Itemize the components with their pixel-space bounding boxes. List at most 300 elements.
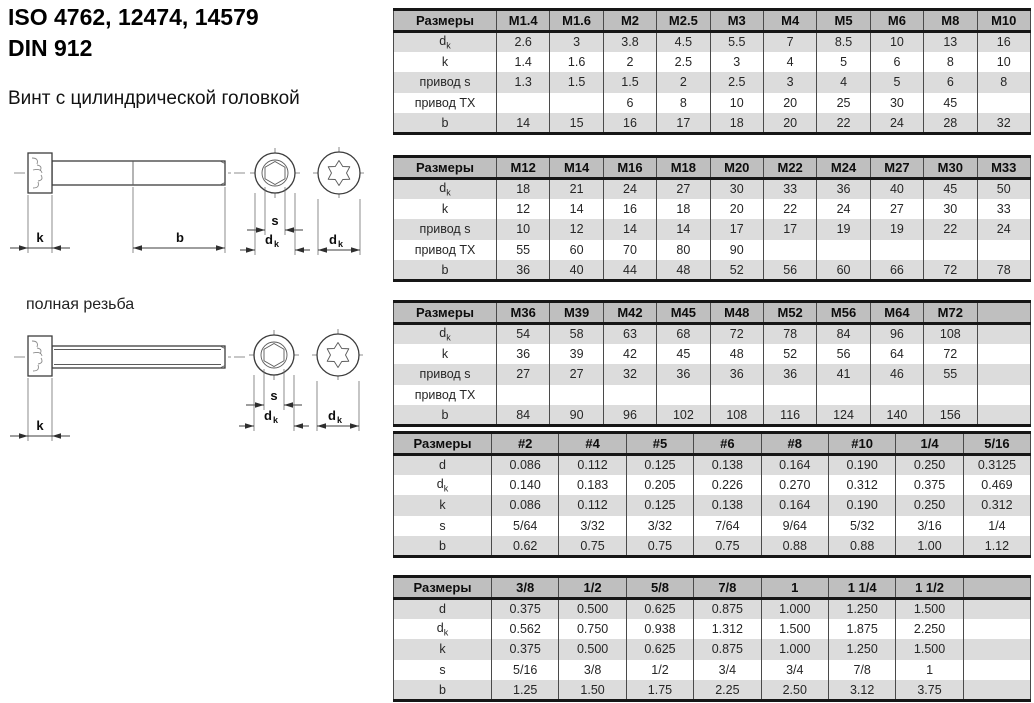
- subtitle: Винт с цилиндрической головкой: [8, 88, 300, 109]
- table-cell: 1.500: [896, 639, 963, 659]
- table-cell: 1.00: [896, 536, 963, 556]
- column-header: #8: [761, 433, 828, 455]
- column-header: M6: [870, 10, 923, 32]
- table-cell: 46: [870, 364, 923, 384]
- table-cell: 1.000: [761, 639, 828, 659]
- table-cell: 33: [977, 199, 1030, 219]
- table-cell: [870, 240, 923, 260]
- table-cell: 4: [817, 72, 870, 92]
- table-cell: 0.125: [626, 495, 693, 515]
- table-cell: 0.138: [694, 495, 761, 515]
- table-cell: 7: [763, 32, 816, 52]
- table-cell: 0.190: [828, 495, 895, 515]
- table-cell: 40: [550, 260, 603, 280]
- row-label: b: [394, 113, 497, 133]
- table-cell: 4.5: [657, 32, 710, 52]
- table-cell: 3.8: [603, 32, 656, 52]
- table-cell: [963, 660, 1030, 680]
- table-cell: 156: [924, 405, 977, 425]
- screw-drawing-partial-thread: [0, 143, 390, 263]
- column-header: M39: [550, 302, 603, 324]
- table-cell: 108: [710, 405, 763, 425]
- title-block: [8, 2, 259, 64]
- row-label: b: [394, 405, 497, 425]
- column-header: M20: [710, 157, 763, 179]
- table-cell: 2.6: [497, 32, 550, 52]
- column-header: M72: [924, 302, 977, 324]
- table-cell: 58: [550, 324, 603, 344]
- table-cell: 24: [603, 179, 656, 199]
- table-cell: 18: [657, 199, 710, 219]
- table-cell: [977, 344, 1030, 364]
- table-cell: 90: [550, 405, 603, 425]
- table-cell: 1.250: [828, 639, 895, 659]
- table-cell: [963, 680, 1030, 700]
- table-cell: 44: [603, 260, 656, 280]
- table-cell: 18: [710, 113, 763, 133]
- table-cell: [977, 385, 1030, 405]
- column-header: M2.5: [657, 10, 710, 32]
- table-cell: 0.086: [492, 495, 559, 515]
- table-cell: [817, 385, 870, 405]
- table-cell: [977, 324, 1030, 344]
- column-header: M48: [710, 302, 763, 324]
- table-cell: 3/16: [896, 516, 963, 536]
- full-thread-label: полная резьба: [26, 296, 135, 313]
- table-cell: 19: [817, 219, 870, 239]
- table-cell: [977, 364, 1030, 384]
- table-cell: 50: [977, 179, 1030, 199]
- row-label: $d_k$: [394, 179, 497, 199]
- table-cell: 17: [763, 219, 816, 239]
- dim-label-k: k: [36, 418, 44, 433]
- table-cell: 27: [497, 364, 550, 384]
- table-cell: 20: [763, 113, 816, 133]
- table-cell: 8.5: [817, 32, 870, 52]
- table-cell: 2.50: [761, 680, 828, 700]
- table-row: [394, 93, 1031, 113]
- column-header: M64: [870, 302, 923, 324]
- row-label: b: [394, 260, 497, 280]
- table-cell: [977, 93, 1030, 113]
- table-cell: 24: [977, 219, 1030, 239]
- table-cell: 36: [763, 364, 816, 384]
- table-cell: 2.25: [694, 680, 761, 700]
- table-cell: 0.205: [626, 475, 693, 495]
- table-cell: 78: [763, 324, 816, 344]
- table-row: [394, 385, 1031, 405]
- table-cell: 3/32: [559, 516, 626, 536]
- table-cell: [963, 639, 1030, 659]
- row-label: k: [394, 344, 497, 364]
- table-cell: 39: [550, 344, 603, 364]
- table-cell: 1.500: [761, 619, 828, 639]
- table-cell: 8: [657, 93, 710, 113]
- row-label: привод s: [394, 219, 497, 239]
- table-cell: 0.88: [761, 536, 828, 556]
- column-header: M10: [977, 10, 1030, 32]
- table-cell: 60: [550, 240, 603, 260]
- column-header: Размеры: [394, 10, 497, 32]
- table-cell: 17: [710, 219, 763, 239]
- dimensions-table-5: [393, 575, 1030, 702]
- table-row: [394, 405, 1031, 425]
- header-row: [394, 157, 1031, 179]
- table-cell: 12: [550, 219, 603, 239]
- table-cell: 0.88: [828, 536, 895, 556]
- column-header: M8: [924, 10, 977, 32]
- table-cell: 4: [763, 52, 816, 72]
- table-cell: 3: [710, 52, 763, 72]
- table-cell: [924, 240, 977, 260]
- table-cell: 0.226: [694, 475, 761, 495]
- column-header: M45: [657, 302, 710, 324]
- table-cell: 33: [763, 179, 816, 199]
- row-label: привод TX: [394, 385, 497, 405]
- table-cell: 5.5: [710, 32, 763, 52]
- table-cell: 0.625: [626, 599, 693, 619]
- column-header: M14: [550, 157, 603, 179]
- table-cell: [763, 240, 816, 260]
- table-row: [394, 639, 1031, 659]
- table-cell: 8: [924, 52, 977, 72]
- dim-label-k: k: [36, 230, 44, 245]
- table-cell: 48: [710, 344, 763, 364]
- table-cell: 1: [896, 660, 963, 680]
- table-row: [394, 179, 1031, 199]
- table-cell: 0.500: [559, 639, 626, 659]
- table-cell: 0.190: [828, 455, 895, 475]
- page-title-din: DIN 912: [8, 35, 93, 61]
- table-cell: 36: [710, 364, 763, 384]
- table-cell: 22: [924, 219, 977, 239]
- table-cell: 55: [924, 364, 977, 384]
- table-cell: [550, 93, 603, 113]
- table-cell: 80: [657, 240, 710, 260]
- table-cell: 64: [870, 344, 923, 364]
- header-row: [394, 577, 1031, 599]
- table-cell: 1.875: [828, 619, 895, 639]
- row-label: d: [394, 599, 492, 619]
- table-cell: 3/4: [694, 660, 761, 680]
- column-header: 1 1/2: [896, 577, 963, 599]
- table-cell: [497, 93, 550, 113]
- table-cell: [603, 385, 656, 405]
- column-header: 1 1/4: [828, 577, 895, 599]
- table-cell: 0.62: [492, 536, 559, 556]
- table-cell: 36: [497, 260, 550, 280]
- table-cell: 6: [603, 93, 656, 113]
- left-panel: [0, 0, 393, 703]
- table-cell: 24: [817, 199, 870, 219]
- table-cell: 0.250: [896, 455, 963, 475]
- row-label: $d_k$: [394, 475, 492, 495]
- dim-label-dk2-base: d: [328, 408, 336, 423]
- dim-label-dk-base: d: [265, 232, 273, 247]
- table-cell: 55: [497, 240, 550, 260]
- table-cell: 3/8: [559, 660, 626, 680]
- table-cell: 0.75: [559, 536, 626, 556]
- table-row: [394, 455, 1031, 475]
- dimensions-table-2: [393, 155, 1030, 282]
- table-cell: 0.375: [896, 475, 963, 495]
- column-header: [963, 577, 1030, 599]
- table-cell: 1.75: [626, 680, 693, 700]
- table-cell: 72: [924, 260, 977, 280]
- table-cell: 14: [657, 219, 710, 239]
- dimensions-table-3: [393, 300, 1030, 427]
- column-header: M4: [763, 10, 816, 32]
- table-cell: 56: [763, 260, 816, 280]
- table-cell: 0.312: [963, 495, 1030, 515]
- table-cell: 96: [870, 324, 923, 344]
- column-header: M1.6: [550, 10, 603, 32]
- row-label: s: [394, 660, 492, 680]
- table-row: [394, 344, 1031, 364]
- table-cell: 6: [870, 52, 923, 72]
- row-label: k: [394, 639, 492, 659]
- table-cell: 40: [870, 179, 923, 199]
- column-header: Размеры: [394, 433, 492, 455]
- table-cell: 0.562: [492, 619, 559, 639]
- table-row: [394, 516, 1031, 536]
- table-cell: [817, 240, 870, 260]
- column-header: #5: [626, 433, 693, 455]
- table-cell: 42: [603, 344, 656, 364]
- table-cell: 1.12: [963, 536, 1030, 556]
- table-cell: 3/32: [626, 516, 693, 536]
- table-row: [394, 52, 1031, 72]
- table-cell: 30: [710, 179, 763, 199]
- page-title-iso: ISO 4762, 12474, 14579: [8, 4, 259, 30]
- table-cell: 0.469: [963, 475, 1030, 495]
- row-label: привод s: [394, 72, 497, 92]
- dimensions-table-4: [393, 431, 1030, 558]
- table-cell: [924, 385, 977, 405]
- column-header: M18: [657, 157, 710, 179]
- table-cell: 16: [603, 199, 656, 219]
- row-label: b: [394, 536, 492, 556]
- column-header: M3: [710, 10, 763, 32]
- column-header: 3/8: [492, 577, 559, 599]
- table-cell: 45: [657, 344, 710, 364]
- table-cell: 24: [870, 113, 923, 133]
- column-header: #6: [694, 433, 761, 455]
- table-cell: 78: [977, 260, 1030, 280]
- table-cell: 18: [497, 179, 550, 199]
- table-cell: 90: [710, 240, 763, 260]
- table-cell: 10: [710, 93, 763, 113]
- table-cell: 0.375: [492, 639, 559, 659]
- row-label: $d_k$: [394, 324, 497, 344]
- table-cell: 21: [550, 179, 603, 199]
- table-cell: 0.312: [828, 475, 895, 495]
- column-header: M22: [763, 157, 816, 179]
- column-header: 1: [761, 577, 828, 599]
- table-row: [394, 240, 1031, 260]
- table-cell: 0.140: [492, 475, 559, 495]
- dim-label-dk-sub: k: [274, 239, 280, 249]
- table-row: [394, 113, 1031, 133]
- table-row: [394, 219, 1031, 239]
- table-cell: 1.250: [828, 599, 895, 619]
- table-cell: 1.5: [550, 72, 603, 92]
- table-cell: 0.138: [694, 455, 761, 475]
- column-header: #10: [828, 433, 895, 455]
- table-cell: 1.3: [497, 72, 550, 92]
- column-header: M2: [603, 10, 656, 32]
- table-cell: 70: [603, 240, 656, 260]
- screw-drawing-full-thread: [0, 326, 390, 451]
- table-row: [394, 364, 1031, 384]
- header-row: [394, 433, 1031, 455]
- table-cell: 14: [603, 219, 656, 239]
- table-cell: 96: [603, 405, 656, 425]
- table-cell: 2.5: [710, 72, 763, 92]
- row-label: b: [394, 680, 492, 700]
- table-cell: 0.938: [626, 619, 693, 639]
- column-header: Размеры: [394, 577, 492, 599]
- dim-label-s: s: [270, 388, 278, 403]
- table-cell: 3.75: [896, 680, 963, 700]
- table-cell: 1.000: [761, 599, 828, 619]
- column-header: M27: [870, 157, 923, 179]
- dim-label-s: s: [271, 213, 279, 228]
- table-cell: 1.4: [497, 52, 550, 72]
- table-cell: 32: [603, 364, 656, 384]
- column-header: M1.4: [497, 10, 550, 32]
- table-cell: 108: [924, 324, 977, 344]
- table-cell: [657, 385, 710, 405]
- column-header: M33: [977, 157, 1030, 179]
- column-header: 1/2: [559, 577, 626, 599]
- dim-label-b: b: [176, 230, 184, 245]
- table-cell: 0.086: [492, 455, 559, 475]
- table-cell: 1.312: [694, 619, 761, 639]
- table-cell: 52: [763, 344, 816, 364]
- table-cell: 8: [977, 72, 1030, 92]
- table-cell: 3: [550, 32, 603, 52]
- table-row: [394, 619, 1031, 639]
- table-cell: 27: [550, 364, 603, 384]
- table-row: [394, 475, 1031, 495]
- table-cell: [870, 385, 923, 405]
- table-cell: 0.75: [694, 536, 761, 556]
- table-cell: 0.500: [559, 599, 626, 619]
- table-cell: 19: [870, 219, 923, 239]
- header-row: [394, 10, 1031, 32]
- column-header: #2: [492, 433, 559, 455]
- row-label: $d_k$: [394, 32, 497, 52]
- table-cell: 68: [657, 324, 710, 344]
- row-label: k: [394, 199, 497, 219]
- table-row: [394, 660, 1031, 680]
- table-cell: 41: [817, 364, 870, 384]
- column-header: M56: [817, 302, 870, 324]
- table-cell: 20: [710, 199, 763, 219]
- table-cell: 0.164: [761, 495, 828, 515]
- table-cell: 1.5: [603, 72, 656, 92]
- row-label: s: [394, 516, 492, 536]
- table-cell: 3.12: [828, 680, 895, 700]
- table-cell: 6: [924, 72, 977, 92]
- table-cell: 17: [657, 113, 710, 133]
- table-cell: [963, 619, 1030, 639]
- row-label: привод s: [394, 364, 497, 384]
- table-cell: 25: [817, 93, 870, 113]
- table-cell: 5/16: [492, 660, 559, 680]
- table-cell: 72: [924, 344, 977, 364]
- table-cell: 54: [497, 324, 550, 344]
- table-cell: 45: [924, 93, 977, 113]
- table-cell: [977, 240, 1030, 260]
- table-cell: 30: [924, 199, 977, 219]
- table-row: [394, 680, 1031, 700]
- table-cell: 36: [817, 179, 870, 199]
- dimensions-table-1: [393, 8, 1030, 135]
- table-cell: 84: [497, 405, 550, 425]
- table-cell: 52: [710, 260, 763, 280]
- table-cell: 102: [657, 405, 710, 425]
- row-label: d: [394, 455, 492, 475]
- table-cell: 1.6: [550, 52, 603, 72]
- table-cell: 20: [763, 93, 816, 113]
- dim-label-dk2-sub: k: [337, 415, 343, 425]
- table-cell: 63: [603, 324, 656, 344]
- row-label: $d_k$: [394, 619, 492, 639]
- table-cell: 72: [710, 324, 763, 344]
- column-header: 5/8: [626, 577, 693, 599]
- table-cell: 13: [924, 32, 977, 52]
- row-label: привод TX: [394, 240, 497, 260]
- table-cell: 32: [977, 113, 1030, 133]
- table-cell: 1.25: [492, 680, 559, 700]
- tables-container: [393, 0, 1034, 703]
- table-cell: [763, 385, 816, 405]
- table-cell: [963, 599, 1030, 619]
- table-cell: 10: [497, 219, 550, 239]
- table-cell: 16: [603, 113, 656, 133]
- column-header: M52: [763, 302, 816, 324]
- column-header: #4: [559, 433, 626, 455]
- column-header: 7/8: [694, 577, 761, 599]
- table-cell: 66: [870, 260, 923, 280]
- table-cell: 56: [817, 344, 870, 364]
- table-cell: 10: [977, 52, 1030, 72]
- table-cell: 0.375: [492, 599, 559, 619]
- table-cell: [550, 385, 603, 405]
- table-cell: 0.183: [559, 475, 626, 495]
- table-cell: 27: [870, 199, 923, 219]
- column-header: Размеры: [394, 302, 497, 324]
- table-cell: 12: [497, 199, 550, 219]
- column-header: M12: [497, 157, 550, 179]
- row-label: k: [394, 52, 497, 72]
- table-cell: 0.250: [896, 495, 963, 515]
- table-cell: 0.270: [761, 475, 828, 495]
- table-cell: 60: [817, 260, 870, 280]
- table-cell: 1.500: [896, 599, 963, 619]
- table-cell: 22: [763, 199, 816, 219]
- table-cell: 27: [657, 179, 710, 199]
- column-header: M42: [603, 302, 656, 324]
- table-cell: 3/4: [761, 660, 828, 680]
- table-cell: 116: [763, 405, 816, 425]
- column-header: [977, 302, 1030, 324]
- table-cell: 36: [657, 364, 710, 384]
- dim-label-dk-base: d: [264, 408, 272, 423]
- table-cell: 2.5: [657, 52, 710, 72]
